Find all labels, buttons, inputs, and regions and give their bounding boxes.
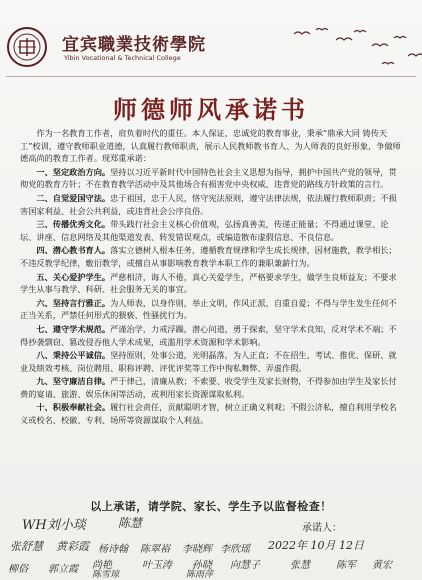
pledge-heading: 六、坚持言行雅正。 xyxy=(36,297,111,308)
handwritten-signature: 杨诗翰 xyxy=(98,544,128,555)
school-name-english: Yibin Vocational & Technical College xyxy=(64,54,181,62)
handwritten-signature: 李欣瑶 xyxy=(220,544,250,555)
handwritten-signature: 柳俗 xyxy=(8,564,28,575)
pledge-text: 严于律己，清廉从教；不索要、收受学生及家长财物，不得参加由学生及家长付费的宴请、旅游、娱乐休闲等活动，或利用家长资源谋取私利。 xyxy=(20,376,397,399)
pledge-heading: 九、坚守廉洁自律。 xyxy=(36,376,111,387)
pledge-heading: 五、关心爱护学生。 xyxy=(36,271,111,282)
handwritten-signature: 陈军 xyxy=(336,560,356,571)
pledge-item xyxy=(20,244,404,269)
handwritten-signature: 陈雪琼 xyxy=(92,570,120,580)
pledge-heading: 十、积极奉献社会。 xyxy=(36,402,111,413)
school-name-chinese: 宜宾職業技術學院 xyxy=(62,35,206,55)
handwritten-signature: 黄宏 xyxy=(372,560,392,571)
pledge-heading: 三、传播优秀文化。 xyxy=(36,219,111,230)
handwritten-signature: 张舒慧 xyxy=(10,540,43,553)
pledge-text: 忠于祖国，忠于人民，恪守宪法原则，遵守法律法规，依法履行教师职责；不损害国家利益、社会公共利益，或违背社会公序良俗。 xyxy=(20,192,397,216)
pledge-text: 履行社会责任，贡献聪明才智，树立正确义利观；不假公济私，擅自利用学校名义或校名、校徽、专利、场所等资源谋取个人利益。 xyxy=(20,402,397,426)
letterhead xyxy=(6,26,416,76)
signature-date: 2022年 10月 12日 xyxy=(268,539,364,552)
pledge-item xyxy=(20,271,404,296)
handwritten-signature: 叶玉涛 xyxy=(142,560,172,571)
pledge-text: 坚持原则，处事公道，光明磊落，为人正直；不在招生、考试、推优、保研、就业及绩效考核、岗位聘用、职称评聘、评优评奖等工作中徇私舞弊、弄虚作假。 xyxy=(20,350,397,373)
pledge-heading: 二、自觉爱国守法。 xyxy=(36,192,111,203)
pledge-item xyxy=(20,218,404,243)
handwritten-signature: 陈雨萍 xyxy=(186,570,214,580)
pledge-item xyxy=(20,375,404,400)
pledge-heading: 七、遵守学术规范。 xyxy=(36,323,111,334)
handwritten-signature: 郭立霞 xyxy=(48,564,78,575)
handwritten-signature: 黄彩霞 xyxy=(56,540,89,553)
header-divider xyxy=(6,76,416,77)
pledge-body xyxy=(20,127,404,428)
pledge-text: 严慈相济，诲人不倦，真心关爱学生，严格要求学生，做学生良师益友；不要求学生从事与教学、科研、社会服务无关的事宜。 xyxy=(20,271,397,295)
closing-statement: 以上承诺，请学院、家长、学生予以监督检查！ xyxy=(90,500,332,513)
pledge-item xyxy=(20,401,404,426)
handwritten-signature: 孙晓 xyxy=(192,560,212,571)
pledge-text: 落实立德树人根本任务，遵循教育规律和学生成长规律，因材施教，教学相长；不违反教学纪律，敷衍教学，或擅自从事影响教育教学本职工作的兼职兼薪行为。 xyxy=(20,245,397,268)
pledge-item xyxy=(20,297,404,322)
school-logo-icon xyxy=(6,26,48,68)
pledge-text: 坚持以习近平新时代中国特色社会主义思想为指导，拥护中国共产党的领导，贯彻党的教育方针；不在教育教学活动中及其他场合有损害党中央权威、违背党的路线方针政策的言行。 xyxy=(20,166,397,190)
handwritten-signature: 陈翠裕 xyxy=(140,544,170,555)
flying-birds-icon xyxy=(276,26,422,81)
intro-paragraph: 作为一名教育工作者，肩负着时代的重任。本人保证，忠诚党的教育事业，秉承“鼎承大同 铸传天工”校训，遵守教师职业道德，认真履行教师职责，展示人民教师教书育人、为人师表的良好形象，争做师德高尚的教育工作者。现郑重承诺： xyxy=(20,128,401,164)
pledge-item xyxy=(20,166,404,191)
handwritten-signature: 张慧 xyxy=(290,560,310,571)
signature-label: 承诺人： xyxy=(302,523,342,534)
document-title: 师德师风承诺书 xyxy=(113,95,309,124)
pledge-text: 带头践行社会主义核心价值观，弘扬真善美，传递正能量；不得通过课堂、论坛、讲座、信息网络及其他渠道发表、转发错误观点，或编造散布虚假信息、不良信息。 xyxy=(20,219,389,242)
pledge-item xyxy=(20,323,404,348)
pledge-heading: 四、潜心教书育人。 xyxy=(36,245,111,256)
handwritten-signature: 李晓辉 xyxy=(182,544,212,555)
pledge-text: 为人师表，以身作则，举止文明，作风正派，自重自爱；不得与学生发生任何不正当关系，严禁任何形式的猥亵、性骚扰行为。 xyxy=(20,297,397,321)
handwritten-signature: 陈慧 xyxy=(118,516,143,530)
pledge-item xyxy=(20,349,404,374)
pledge-heading: 八、秉持公平诚信。 xyxy=(36,350,111,361)
handwritten-signature: 尚艳 xyxy=(92,560,112,571)
handwritten-signature: 向慧子 xyxy=(230,560,260,571)
pledge-heading: 一、坚定政治方向。 xyxy=(36,166,111,177)
handwritten-signature: WH刘小琰 xyxy=(22,518,86,533)
pledge-item xyxy=(20,192,404,217)
pledge-text: 严谨治学，力戒浮躁，潜心问道，勇于探索，坚守学术良知，反对学术不端；不得抄袭剽窃、篡改侵吞他人学术成果，或滥用学术资源和学术影响。 xyxy=(20,323,397,347)
